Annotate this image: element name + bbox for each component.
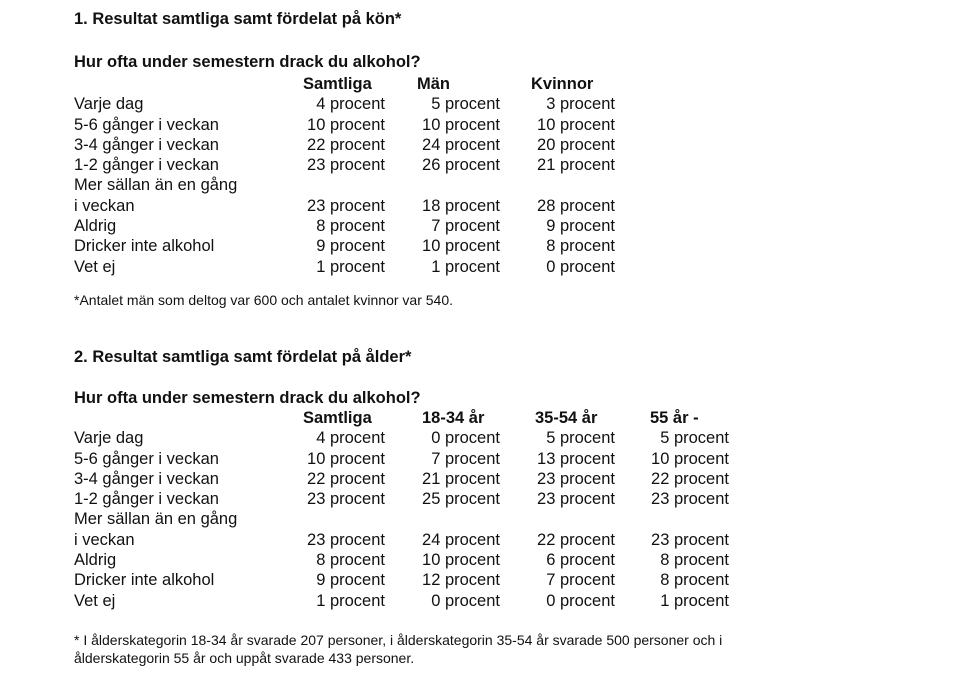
- section1-header-row: [74, 74, 774, 94]
- row-value: 23 procent: [651, 490, 729, 509]
- section2-col-samtliga: Samtliga: [303, 409, 372, 427]
- row-value: 0 procent: [431, 591, 500, 610]
- row-value: 10 procent: [307, 115, 385, 134]
- row-value: 18 procent: [422, 196, 500, 215]
- row-label: i veckan: [74, 530, 135, 549]
- section1-footnote: *Antalet män som deltog var 600 och antalet kvinnor var 540.: [74, 292, 453, 308]
- section1-body: [74, 94, 774, 277]
- table-row: [74, 115, 774, 135]
- row-value: 9 procent: [546, 217, 615, 236]
- row-value: 28 procent: [537, 196, 615, 215]
- row-value: 5 procent: [431, 95, 500, 114]
- section1-col-samtliga: Samtliga: [303, 75, 372, 93]
- row-value: 10 procent: [651, 449, 729, 468]
- row-value: 23 procent: [307, 196, 385, 215]
- table-row: [74, 550, 774, 570]
- row-label: 5-6 gånger i veckan: [74, 115, 219, 134]
- row-value: 22 procent: [307, 469, 385, 488]
- section1-col-kvinnor: Kvinnor: [531, 75, 594, 93]
- row-value: 7 procent: [546, 571, 615, 590]
- row-label: 1-2 gånger i veckan: [74, 490, 219, 509]
- table-row: [74, 196, 774, 216]
- row-value: 8 procent: [546, 237, 615, 256]
- row-label: Aldrig: [74, 217, 117, 236]
- row-value: 20 procent: [537, 135, 615, 154]
- table-row: [74, 94, 774, 114]
- table-row: [74, 236, 774, 256]
- table-row: [74, 591, 774, 611]
- table-row: [74, 135, 774, 155]
- row-value: 10 procent: [307, 449, 385, 468]
- section2-footnote-line2: ålderskategorin 55 år och uppåt svarade 433 personer.: [74, 650, 415, 666]
- section2-footnote-line1: * I ålderskategorin 18-34 år svarade 207 personer, i ålderskategorin 35-54 år svarade 500 personer och i: [74, 632, 723, 648]
- row-value: 4 procent: [316, 429, 385, 448]
- row-value: 7 procent: [431, 217, 500, 236]
- row-label: 3-4 gånger i veckan: [74, 135, 219, 154]
- table-row: [74, 257, 774, 277]
- table-row: [74, 509, 774, 529]
- section1-question: Hur ofta under semestern drack du alkohol?: [74, 53, 421, 71]
- table-row: [74, 530, 774, 550]
- row-value: 24 procent: [422, 135, 500, 154]
- row-value: 10 procent: [422, 551, 500, 570]
- row-value: 21 procent: [537, 156, 615, 175]
- row-value: 13 procent: [537, 449, 615, 468]
- section1-title: 1. Resultat samtliga samt fördelat på kön*: [74, 10, 402, 28]
- table-row: [74, 428, 774, 448]
- section1-col-man: Män: [417, 75, 450, 93]
- row-label: Aldrig: [74, 551, 117, 570]
- row-value: 8 procent: [316, 217, 385, 236]
- row-value: 9 procent: [316, 571, 385, 590]
- section2-col-18-34: 18-34 år: [422, 409, 485, 427]
- row-value: 25 procent: [422, 490, 500, 509]
- section2-col-35-54: 35-54 år: [535, 409, 598, 427]
- row-label: Dricker inte alkohol: [74, 237, 215, 256]
- row-value: 1 procent: [431, 257, 500, 276]
- row-label: 1-2 gånger i veckan: [74, 156, 219, 175]
- row-value: 26 procent: [422, 156, 500, 175]
- row-value: 23 procent: [307, 530, 385, 549]
- row-label: Mer sällan än en gång: [74, 176, 238, 195]
- row-value: 10 procent: [422, 115, 500, 134]
- row-value: 1 procent: [660, 591, 729, 610]
- row-value: 5 procent: [660, 429, 729, 448]
- row-value: 10 procent: [537, 115, 615, 134]
- table-row: [74, 216, 774, 236]
- row-value: 8 procent: [316, 551, 385, 570]
- row-label: Varje dag: [74, 95, 144, 114]
- row-label: Vet ej: [74, 591, 116, 610]
- table-row: [74, 155, 774, 175]
- row-value: 1 procent: [316, 257, 385, 276]
- row-value: 7 procent: [431, 449, 500, 468]
- row-label: 3-4 gånger i veckan: [74, 469, 219, 488]
- table-row: [74, 449, 774, 469]
- section2-question: Hur ofta under semestern drack du alkohol?: [74, 389, 421, 407]
- row-value: 6 procent: [546, 551, 615, 570]
- row-label: Mer sällan än en gång: [74, 510, 238, 529]
- row-value: 3 procent: [546, 95, 615, 114]
- section1-table: [74, 74, 774, 277]
- row-value: 23 procent: [651, 530, 729, 549]
- section2-col-55: 55 år -: [650, 409, 699, 427]
- row-value: 0 procent: [546, 591, 615, 610]
- table-row: [74, 570, 774, 590]
- row-label: Varje dag: [74, 429, 144, 448]
- row-value: 24 procent: [422, 530, 500, 549]
- row-label: i veckan: [74, 196, 135, 215]
- section2-table: [74, 408, 774, 611]
- row-value: 21 procent: [422, 469, 500, 488]
- row-value: 9 procent: [316, 237, 385, 256]
- row-value: 8 procent: [660, 571, 729, 590]
- section2-title: 2. Resultat samtliga samt fördelat på ålder*: [74, 348, 412, 366]
- section2-header-row: [74, 408, 774, 428]
- row-value: 23 procent: [307, 490, 385, 509]
- row-value: 0 procent: [546, 257, 615, 276]
- table-row: [74, 489, 774, 509]
- row-label: 5-6 gånger i veckan: [74, 449, 219, 468]
- row-value: 1 procent: [316, 591, 385, 610]
- row-value: 22 procent: [651, 469, 729, 488]
- row-value: 23 procent: [307, 156, 385, 175]
- row-value: 23 procent: [537, 490, 615, 509]
- row-value: 23 procent: [537, 469, 615, 488]
- table-row: [74, 469, 774, 489]
- row-value: 8 procent: [660, 551, 729, 570]
- section2-body: [74, 428, 774, 611]
- row-value: 5 procent: [546, 429, 615, 448]
- row-value: 4 procent: [316, 95, 385, 114]
- row-value: 22 procent: [307, 135, 385, 154]
- row-value: 0 procent: [431, 429, 500, 448]
- row-value: 10 procent: [422, 237, 500, 256]
- row-value: 12 procent: [422, 571, 500, 590]
- row-label: Dricker inte alkohol: [74, 571, 215, 590]
- row-label: Vet ej: [74, 257, 116, 276]
- table-row: [74, 175, 774, 195]
- row-value: 22 procent: [537, 530, 615, 549]
